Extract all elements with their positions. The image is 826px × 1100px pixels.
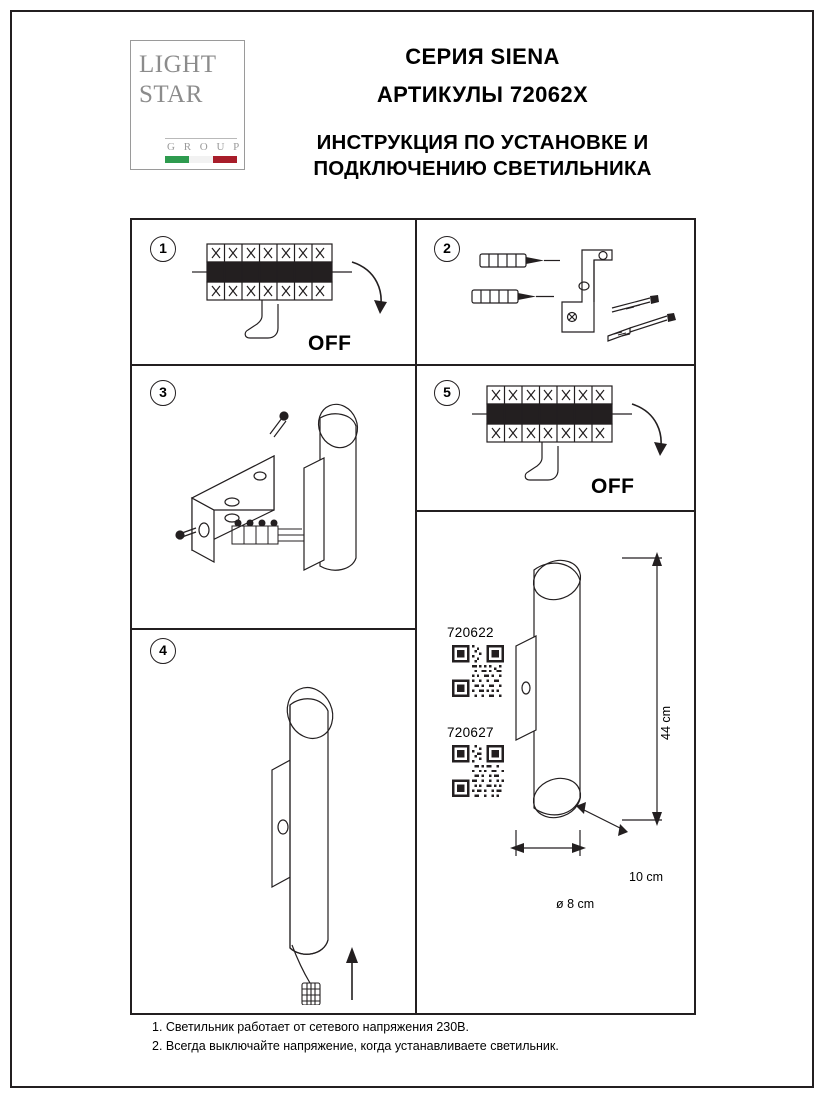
qr-code-720622 (452, 645, 504, 697)
dimension-depth-label: 10 cm (629, 870, 664, 884)
logo-subtitle: G R O U P (167, 141, 243, 153)
step-badge-1: 1 (150, 236, 176, 262)
header-titles (255, 40, 710, 182)
product-code-1: 720622 (447, 625, 494, 640)
brand-logo (130, 40, 245, 170)
header (130, 40, 710, 180)
step5-illustration (472, 376, 687, 501)
footer-note-2: 2. Всегда выключайте напряжение, когда устанавливаете светильник. (152, 1039, 559, 1053)
step2-illustration (462, 240, 692, 350)
step4-illustration (232, 645, 412, 1005)
grid-divider-horizontal-1 (132, 364, 415, 366)
series-label: СЕРИЯ SIENA (405, 44, 560, 69)
logo-line-2: STAR (139, 81, 203, 108)
grid-divider-vertical-bottom (415, 510, 417, 1013)
grid-divider-horizontal-top-right (415, 364, 696, 366)
logo-wordmark (139, 50, 216, 110)
step-badge-3: 3 (150, 380, 176, 406)
product-code-2: 720627 (447, 725, 494, 740)
step1-illustration (192, 234, 407, 359)
step-badge-2: 2 (434, 236, 460, 262)
footer-notes (152, 1018, 559, 1056)
steps-grid (130, 218, 696, 1015)
step-badge-4: 4 (150, 638, 176, 664)
grid-divider-horizontal-4 (415, 510, 696, 512)
step3-illustration (174, 378, 414, 623)
off-label-step-1: OFF (308, 332, 352, 355)
step-badge-5: 5 (434, 380, 460, 406)
dimension-height-label: 44 cm (659, 705, 673, 740)
document-title: ИНСТРУКЦИЯ ПО УСТАНОВКЕ И ПОДКЛЮЧЕНИЮ СВЕТИЛЬНИКА (313, 131, 652, 180)
grid-divider-horizontal-3 (132, 628, 415, 630)
logo-line-1: LIGHT (139, 51, 217, 78)
article-label: АРТИКУЛЫ 72062X (376, 82, 589, 107)
qr-code-720627 (452, 745, 504, 797)
logo-divider (165, 138, 237, 139)
italy-flag-icon (165, 156, 237, 163)
footer-note-1: 1. Светильник работает от сетевого напряжения 230В. (152, 1020, 469, 1034)
dimension-diameter-label: ø 8 cm (556, 897, 595, 911)
off-label-step-5: OFF (591, 475, 635, 498)
